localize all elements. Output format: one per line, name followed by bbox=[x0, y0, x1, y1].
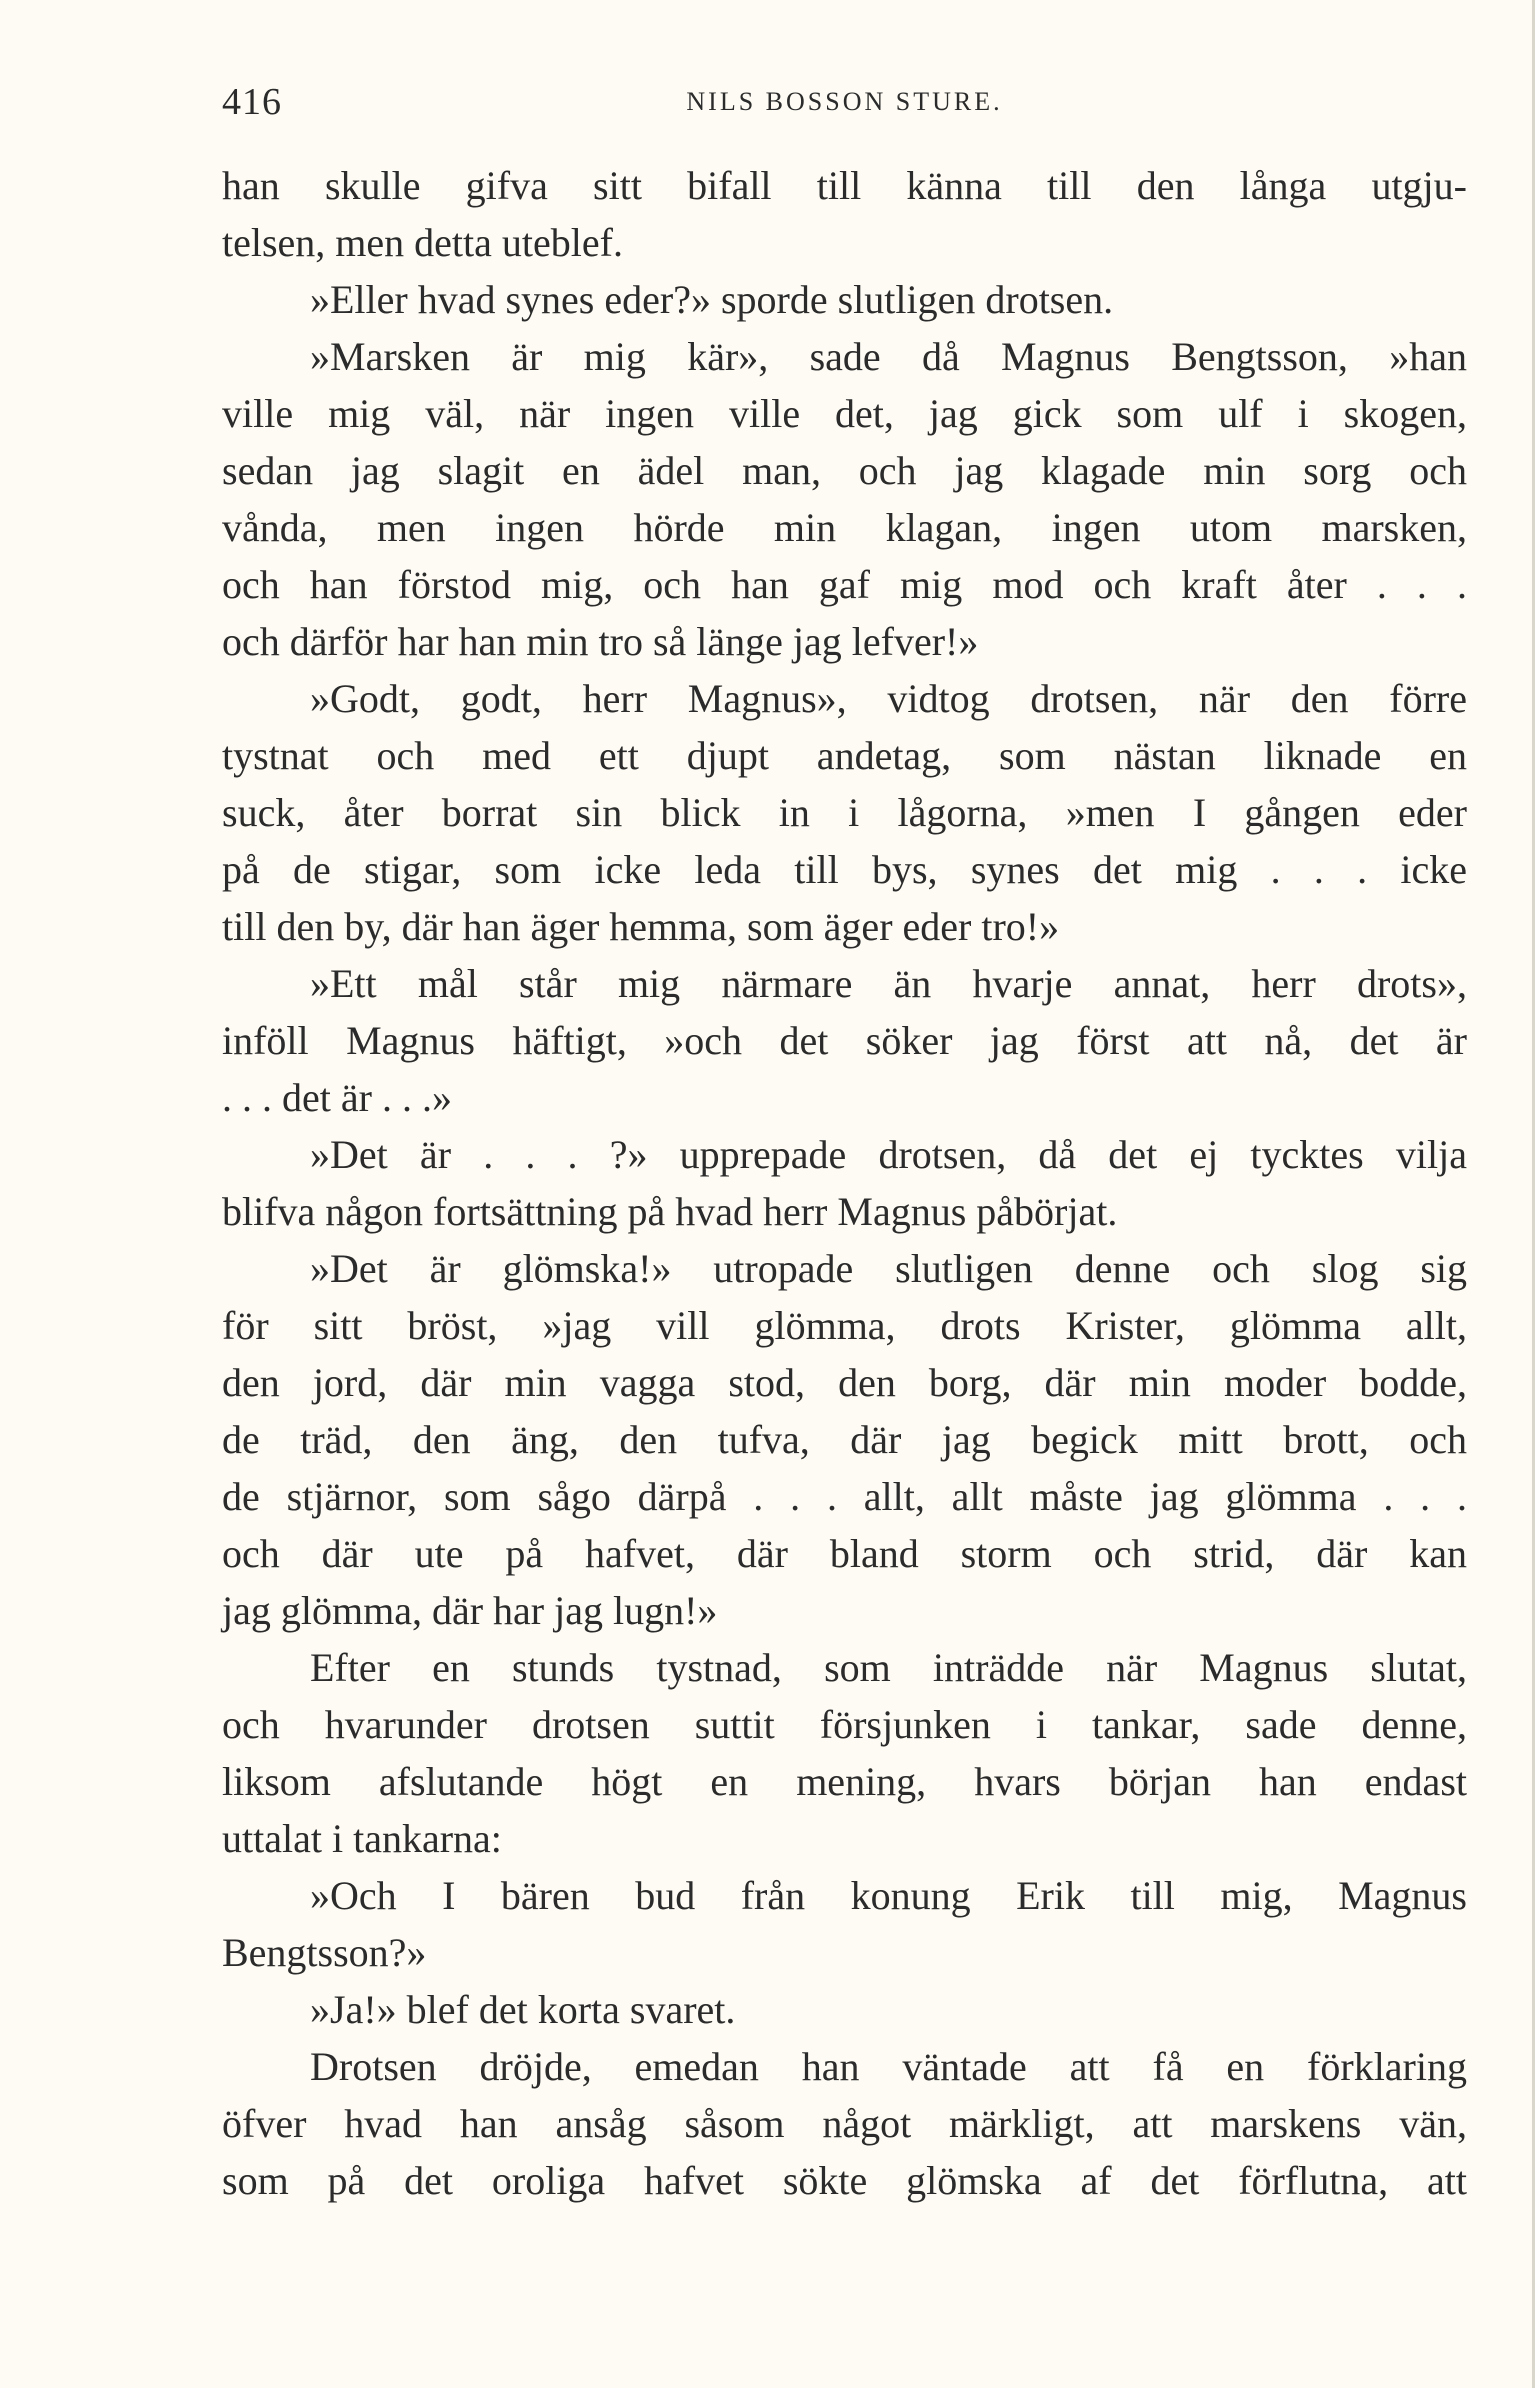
page-number: 416 bbox=[222, 81, 282, 123]
text-line: han skulle gifva sitt bifall till känna till den långa utgju- bbox=[222, 163, 1467, 208]
text-line: de träd, den äng, den tufva, där jag begick mitt brott, och bbox=[222, 1417, 1467, 1462]
text-line: suck, åter borrat sin blick in i lågorna, »men I gången eder bbox=[222, 790, 1467, 835]
text-line: som på det oroliga hafvet sökte glömska af det förflutna, att bbox=[222, 2158, 1467, 2203]
text-line: och han förstod mig, och han gaf mig mod och kraft åter . . . bbox=[222, 562, 1467, 607]
text-line: sedan jag slagit en ädel man, och jag klagade min sorg och bbox=[222, 448, 1467, 493]
text-line: »Godt, godt, herr Magnus», vidtog drotsen, när den förre bbox=[310, 676, 1467, 721]
text-line: »Eller hvad synes eder?» sporde slutligen drotsen. bbox=[310, 277, 1114, 322]
text-line: »Det är . . . ?» upprepade drotsen, då det ej tycktes vilja bbox=[310, 1132, 1467, 1177]
text-line: den jord, där min vagga stod, den borg, där min moder bodde, bbox=[222, 1360, 1467, 1405]
text-line: på de stigar, som icke leda till bys, synes det mig . . . icke bbox=[222, 847, 1467, 892]
text-line: ville mig väl, när ingen ville det, jag gick som ulf i skogen, bbox=[222, 391, 1467, 436]
text-line: blifva någon fortsättning på hvad herr Magnus påbörjat. bbox=[222, 1189, 1118, 1234]
text-line: och därför har han min tro så länge jag lefver!» bbox=[222, 619, 979, 664]
text-line: de stjärnor, som sågo därpå . . . allt, allt måste jag glömma . . . bbox=[222, 1474, 1467, 1519]
text-line: uttalat i tankarna: bbox=[222, 1816, 502, 1861]
text-line: Drotsen dröjde, emedan han väntade att få en förklaring bbox=[310, 2044, 1467, 2089]
text-line: telsen, men detta uteblef. bbox=[222, 220, 623, 265]
text-line: tystnat och med ett djupt andetag, som nästan liknade en bbox=[222, 733, 1467, 778]
text-line: vånda, men ingen hörde min klagan, ingen utom marsken, bbox=[222, 505, 1467, 550]
text-line: och där ute på hafvet, där bland storm och strid, där kan bbox=[222, 1531, 1467, 1576]
text-line: »Och I bären bud från konung Erik till mig, Magnus bbox=[310, 1873, 1467, 1918]
text-line: inföll Magnus häftigt, »och det söker jag först att nå, det är bbox=[222, 1018, 1467, 1063]
text-line: och hvarunder drotsen suttit försjunken i tankar, sade denne, bbox=[222, 1702, 1467, 1747]
body-text bbox=[222, 157, 1467, 2209]
text-line: Efter en stunds tystnad, som inträdde när Magnus slutat, bbox=[310, 1645, 1467, 1690]
text-line: jag glömma, där har jag lugn!» bbox=[222, 1588, 718, 1633]
text-line: öfver hvad han ansåg såsom något märkligt, att marskens vän, bbox=[222, 2101, 1467, 2146]
text-line: till den by, där han äger hemma, som äger eder tro!» bbox=[222, 904, 1060, 949]
text-line: »Det är glömska!» utropade slutligen denne och slog sig bbox=[310, 1246, 1467, 1291]
page-header bbox=[222, 72, 1467, 132]
text-line: för sitt bröst, »jag vill glömma, drots Krister, glömma allt, bbox=[222, 1303, 1467, 1348]
text-line: Bengtsson?» bbox=[222, 1930, 427, 1975]
text-line: »Ja!» blef det korta svaret. bbox=[310, 1987, 736, 2032]
text-line: . . . det är . . .» bbox=[222, 1075, 452, 1120]
text-line: liksom afslutande högt en mening, hvars början han endast bbox=[222, 1759, 1467, 1804]
text-line: »Marsken är mig kär», sade då Magnus Bengtsson, »han bbox=[310, 334, 1467, 379]
text-line: »Ett mål står mig närmare än hvarje annat, herr drots», bbox=[310, 961, 1467, 1006]
running-head: NILS BOSSON STURE. bbox=[686, 87, 1003, 116]
